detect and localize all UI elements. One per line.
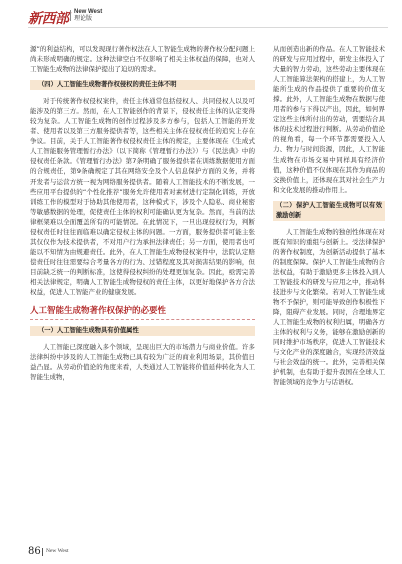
page-header — [0, 0, 402, 30]
right-column — [273, 44, 385, 387]
section-divider — [30, 319, 255, 320]
right-paragraph-2: 人工智能生成物的独创性体现在对既有知识的重组与创新上。受法律保护的著作权制度，为创新活动提供了基本的制度保障。保护人工智能生成物的合法权益，有助于激励更多主体投入到人工智能技术的研发与应用之中，推动科技进步与文化繁荣。若对人工智能生成物不予保护，则可能导致创作积极性下降，阻碍产业发展。同时，合理地界定人工智能生成物的权利归属，明确各方主体的权利与义务，能够在激励创新的同时维护市场秩序，促进人工智能技术与文化产业的深度融合，实现经济效益与社会效益的统一。此外，完善相关保护机制，也有助于提升我国在全球人工智能领域的竞争力与话语权。 — [273, 227, 385, 387]
logo-divider — [70, 10, 71, 21]
left-paragraph-3: 人工智能已深度融入多个领域，呈现出巨大的市场潜力与商业价值。许多法律纠纷中涉及的人工智能生成物已具有较为广泛的商业利用场景，其价值日益凸显。从劳动价值论的角度来看，人类通过人工智能将价值延伸转化为人工智能生成物， — [30, 343, 255, 382]
left-paragraph-1: 源”的利益结构，可以发现现行著作权法在人工智能生成物的著作权分配问题上尚未形成明确的规定。这种法律空白不仅影响了相关主体权益的保障，也对人工智能生成物的法律保护提出了迫切的需求。 — [30, 45, 255, 74]
section-title: 人工智能生成物著作权保护的必要性 — [30, 306, 167, 317]
page-number: 86 — [28, 546, 41, 557]
header-rule — [28, 27, 388, 28]
magazine-edition: 理论版 — [74, 16, 93, 22]
footer-magazine-name: New West — [46, 548, 69, 554]
footer-divider — [42, 548, 43, 556]
left-paragraph-2: 对于传统著作权侵权案件，责任主体通常包括侵权人、共同侵权人以及可能涉及的第三方。然而，在人工智能创作的背景下，侵权责任主体的认定变得较为复杂。人工智能生成物的创作过程涉及多方参与，包括人工智能的开发者、使用者以及第三方服务提供者等，这些相关主体在侵权责任的追究上存在争议。目前，关于人工智能著作权侵权责任主体的规定，主要体现在《生成式人工智能服务管理暂行办法》（以下简称《管理暂行办法》）与《民法典》中的侵权责任条款。《管理暂行办法》第7条明确了服务提供者在训练数据使用方面的合规责任，第9条确规定了其在网络安全及个人信息保护方面的义务，并将开发者与运营方统一视为网络服务提供者。随着人工智能技术的不断发展，一些应用平台提供的“个性化推荐”服务允许使用者对素材进行定制化训练，开放训练工作的模型对于协助其他使用者，这种模式下，涉及个人隐私、商业秘密等敏感数据的处理，促使责任主体的权利可能确认更为复杂。然而，当前的法律框架难以全面覆盖所有的可能情况。在此情况下，一旦出现侵权行为，判断侵权责任时往往面临难以确定侵权主体的问题。一方面，服务提供者可能主张其仅仅作为技术提供者，不对用户行为承担法律责任；另一方面，使用者也可能以不知情为由规避责任。此外，在人工智能生成物侵权案件中，法院认定赔偿责任时往往需要综合考量各方的行为、过错程度及其对损害结果的影响，但目前缺乏统一的判断标准，这使得侵权纠纷的处理更加复杂。因此，亟需完善相关法律规定，明确人工智能生成物侵权的责任主体，以更好地保护各方合法权益，促进人工智能产业的健康发展。 — [30, 97, 255, 297]
right-paragraph-1: 从而创造出新的作品。在人工智能技术的研发与应用过程中，研发主体投入了大量的智力劳动，这些劳动主要体现在人工智能算法架构的搭建上，为人工智能所生成的作品提供了重要的价值支撑。此外，人工智能生成物在数据与使用者的参与下得以产出，因此，如何界定这些主体所付出的劳动，需要结合具体的技术过程进行判断。从劳动价值论的视角看，每一个环节都需要投入人力、物力与时间资源，因此，人工智能生成物在市场交易中同样具有经济价值，这种价值不仅体现在其作为商品的交换价值上，还体现在其对社会生产力和文化发展的推动作用上。 — [273, 45, 385, 194]
magazine-logo: 新西部 — [28, 11, 69, 27]
magazine-english-name: New West — [74, 9, 103, 15]
left-column — [30, 44, 255, 382]
subheading-incentive: （二）保护人工智能生成物可以有效激励创新 — [273, 201, 385, 221]
subheading-value: （一）人工智能生成物具有价值属性 — [30, 326, 255, 336]
magazine-subtitle — [74, 9, 102, 23]
subheading-liability: （四）人工智能生成物著作权侵权的责任主体不明 — [30, 80, 255, 90]
